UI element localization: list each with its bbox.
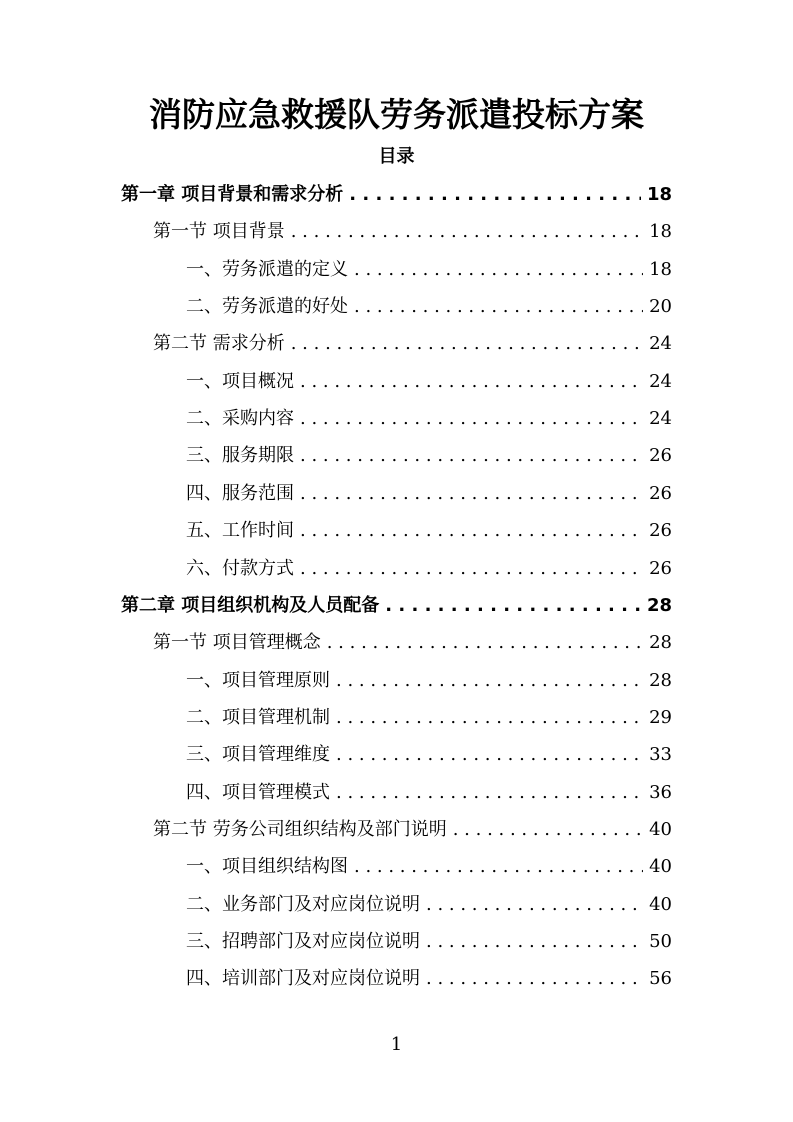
toc-dot-leader <box>453 816 643 844</box>
toc-entry-page: 28 <box>646 595 672 616</box>
toc-dot-leader <box>354 853 643 881</box>
toc-entry-title: 第一节 项目背景 <box>153 221 285 242</box>
toc-entry-page: 18 <box>649 259 672 280</box>
toc-entry-page: 29 <box>649 707 672 728</box>
toc-entry[interactable] <box>153 816 672 844</box>
toc-entry-title: 第一节 项目管理概念 <box>153 632 321 653</box>
toc-dot-leader <box>336 741 643 769</box>
toc-dot-leader <box>354 256 643 284</box>
toc-entry-page: 18 <box>649 221 672 242</box>
toc-entry-page: 28 <box>649 670 672 691</box>
toc-entry-title: 三、招聘部门及对应岗位说明 <box>186 931 420 952</box>
toc-entry-title: 一、项目组织结构图 <box>186 856 348 877</box>
toc-dot-leader <box>336 667 643 695</box>
toc-entry-title: 三、服务期限 <box>186 445 294 466</box>
toc-entry-page: 24 <box>649 333 672 354</box>
toc-dot-leader <box>354 293 643 321</box>
toc-entry-page: 26 <box>649 445 672 466</box>
toc-entry[interactable] <box>121 181 672 209</box>
toc-entry[interactable] <box>121 592 672 620</box>
toc-entry-title: 第二章 项目组织机构及人员配备 <box>121 595 380 616</box>
toc-entry-page: 20 <box>649 296 672 317</box>
toc-entry-page: 24 <box>649 371 672 392</box>
toc-entry[interactable] <box>153 330 672 358</box>
toc-entry[interactable] <box>186 256 672 284</box>
toc-entry[interactable] <box>153 629 672 657</box>
toc-dot-leader <box>300 368 643 396</box>
toc-entry-page: 56 <box>649 968 672 989</box>
toc-dot-leader <box>291 330 643 358</box>
toc-entry-title: 五、工作时间 <box>186 520 294 541</box>
toc-entry[interactable] <box>186 779 672 807</box>
toc-entry[interactable] <box>186 368 672 396</box>
toc-entry-title: 三、项目管理维度 <box>186 744 330 765</box>
toc-entry-title: 四、服务范围 <box>186 483 294 504</box>
toc-entry-page: 18 <box>646 184 672 205</box>
toc-entry[interactable] <box>186 891 672 919</box>
toc-entry[interactable] <box>186 853 672 881</box>
toc-entry-page: 40 <box>649 819 672 840</box>
toc-dot-leader <box>291 218 643 246</box>
toc-entry[interactable] <box>186 704 672 732</box>
toc-entry[interactable] <box>186 928 672 956</box>
toc-heading: 目录 <box>378 146 415 167</box>
toc-dot-leader <box>349 181 641 209</box>
toc-dot-leader <box>300 517 643 545</box>
toc-entry-page: 26 <box>649 558 672 579</box>
toc-entry[interactable] <box>186 667 672 695</box>
toc-entry-page: 36 <box>649 782 672 803</box>
toc-dot-leader <box>426 891 643 919</box>
toc-dot-leader <box>300 555 643 583</box>
toc-entry-title: 一、劳务派遣的定义 <box>186 259 348 280</box>
toc-entry-title: 二、劳务派遣的好处 <box>186 296 348 317</box>
toc-entry-page: 50 <box>649 931 672 952</box>
document-title: 消防应急救援队劳务派遣投标方案 <box>149 95 644 134</box>
toc-entry[interactable] <box>186 293 672 321</box>
toc-entry-title: 四、项目管理模式 <box>186 782 330 803</box>
toc-dot-leader <box>300 480 643 508</box>
toc-entry[interactable] <box>186 741 672 769</box>
toc-entry-title: 二、项目管理机制 <box>186 707 330 728</box>
toc-entry-title: 第二节 劳务公司组织结构及部门说明 <box>153 819 447 840</box>
toc-dot-leader <box>300 405 643 433</box>
toc-entry[interactable] <box>186 517 672 545</box>
toc-dot-leader <box>426 965 643 993</box>
toc-entry[interactable] <box>186 442 672 470</box>
toc-dot-leader <box>300 442 643 470</box>
toc-entry-title: 一、项目管理原则 <box>186 670 330 691</box>
toc-entry-page: 40 <box>649 894 672 915</box>
toc-entry[interactable] <box>186 965 672 993</box>
toc-dot-leader <box>336 779 643 807</box>
toc-entry-title: 四、培训部门及对应岗位说明 <box>186 968 420 989</box>
toc-entry-title: 六、付款方式 <box>186 558 294 579</box>
toc-entry-page: 28 <box>649 632 672 653</box>
toc-entry-page: 26 <box>649 483 672 504</box>
toc-entry-page: 26 <box>649 520 672 541</box>
toc-entry-page: 24 <box>649 408 672 429</box>
toc-entry[interactable] <box>186 555 672 583</box>
toc-entry[interactable] <box>153 218 672 246</box>
page-number: 1 <box>390 1034 403 1055</box>
toc-dot-leader <box>385 592 641 620</box>
toc-entry-title: 二、业务部门及对应岗位说明 <box>186 894 420 915</box>
toc-dot-leader <box>336 704 643 732</box>
toc-entry[interactable] <box>186 405 672 433</box>
toc-dot-leader <box>327 629 643 657</box>
toc-entry-page: 40 <box>649 856 672 877</box>
toc-entry-title: 第二节 需求分析 <box>153 333 285 354</box>
toc-entry-title: 第一章 项目背景和需求分析 <box>121 184 344 205</box>
toc-dot-leader <box>426 928 643 956</box>
toc-entry-title: 二、采购内容 <box>186 408 294 429</box>
toc-entry-page: 33 <box>649 744 672 765</box>
toc-entry-title: 一、项目概况 <box>186 371 294 392</box>
toc-entry[interactable] <box>186 480 672 508</box>
